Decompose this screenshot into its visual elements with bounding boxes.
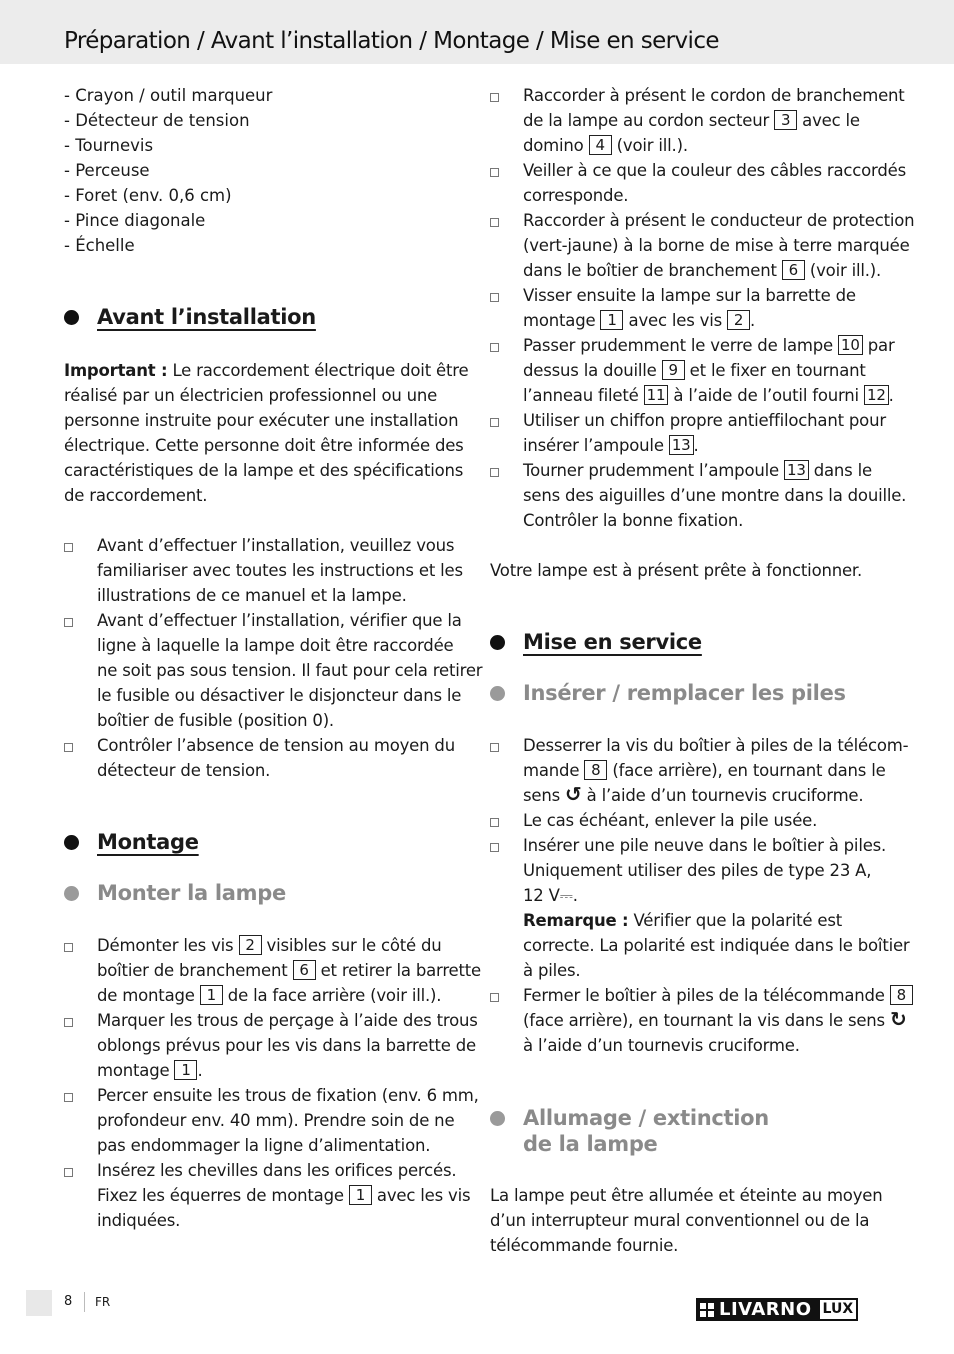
text-run: dessus la douille (523, 361, 662, 380)
list-item: - Détecteur de tension (64, 111, 250, 130)
bullet-line: Desserrer la vis du boîtier à piles de la télécom- (523, 736, 909, 755)
bullet-line: Uniquement utiliser des piles de type 23 A, (523, 861, 872, 880)
ref-number: 1 (200, 985, 223, 1005)
text-run: . (197, 1061, 203, 1080)
bullet-line: Veiller à ce que la couleur des câbles raccordés (523, 161, 906, 180)
bullet-line: boîtier de fusible (position 0). (97, 711, 334, 730)
ref-number: 8 (584, 760, 607, 780)
text-run: (face arrière), en tournant dans le (607, 761, 886, 780)
important-paragraph (64, 358, 468, 508)
text-run: . (750, 311, 756, 330)
ref-number: 1 (349, 1185, 372, 1205)
text-run: et le fixer en tournant (684, 361, 866, 380)
counterclockwise-arrow-icon: ↺ (565, 782, 582, 806)
text-run: l’anneau fileté (523, 386, 644, 405)
ref-number: 1 (174, 1060, 197, 1080)
bullet-line: sens des aiguilles d’une montre dans la douille. (523, 486, 907, 505)
subheading-piles (490, 680, 846, 706)
bullet-line: profondeur env. 40 mm). Prendre soin de ne (97, 1111, 455, 1130)
paragraph-line: personne instruite pour exécuter une installation (64, 411, 459, 430)
checkbox-square-icon (64, 543, 73, 552)
subheading-text: de la lampe (523, 1132, 658, 1156)
text-run: dans le (808, 461, 872, 480)
bullet-line: Insérez les chevilles dans les orifices percés. (97, 1161, 457, 1180)
text-run: de la lampe au cordon secteur (523, 111, 775, 130)
bullet-line: indiquées. (97, 1211, 181, 1230)
bullet-line: Raccorder à présent le conducteur de protection (523, 211, 915, 230)
checkbox-square-icon (490, 343, 499, 352)
text-run: mande (523, 761, 585, 780)
list-item: - Foret (env. 0,6 cm) (64, 186, 232, 205)
paragraph-line: caractéristiques de la lampe et des spécifications (64, 461, 464, 480)
bullet-line: (vert-jaune) à la borne de mise à terre marquée (523, 236, 910, 255)
text-run: Tourner prudemment l’ampoule (523, 461, 784, 480)
logo-mark-icon (700, 1303, 714, 1317)
checkbox-square-icon (490, 418, 499, 427)
text-run: à l’aide d’un tournevis cruciforme. (581, 786, 864, 805)
list-item: - Échelle (64, 236, 135, 255)
ref-number: 6 (782, 260, 805, 280)
ref-number: 1 (600, 310, 623, 330)
bullet-line: pas endommager la ligne d’alimentation. (97, 1136, 431, 1155)
bullet-line: à piles. (523, 961, 581, 980)
ready-text: Votre lampe est à présent prête à fonctionner. (490, 561, 863, 580)
text-run: dans le boîtier de branchement (523, 261, 782, 280)
bullet-line: Avant d’effectuer l’installation, vérifier que la (97, 611, 462, 630)
logo-sub-text: LUX (818, 1298, 859, 1321)
section-heading-avant (64, 305, 316, 329)
ref-number: 2 (239, 935, 262, 955)
bullet-dot-icon (64, 835, 79, 850)
text-run: (face arrière), en tournant la vis dans le sens (523, 1011, 890, 1030)
subheading-text: Allumage / extinction (523, 1106, 769, 1130)
bullet-line: correcte. La polarité est indiquée dans le boîtier (523, 936, 910, 955)
checkbox-square-icon (64, 618, 73, 627)
text-run: boîtier de branchement (97, 961, 293, 980)
text-run: (voir ill.). (804, 261, 882, 280)
paragraph-line: télécommande fournie. (490, 1236, 679, 1255)
checkbox-square-icon (64, 1018, 73, 1027)
text-run: et retirer la barrette (315, 961, 481, 980)
page-title: Préparation / Avant l’installation / Montage / Mise en service (64, 28, 719, 54)
bullet-line: ne soit pas sous tension. Il faut pour cela retirer (97, 661, 483, 680)
checkbox-square-icon (490, 743, 499, 752)
bullet-line: ligne à laquelle la lampe doit être raccordée (97, 636, 454, 655)
text-run: . (888, 386, 894, 405)
text-run: visibles sur le côté du (261, 936, 442, 955)
paragraph-line: d’un interrupteur mural conventionnel ou de la (490, 1211, 870, 1230)
text-run: avec les vis (623, 311, 728, 330)
logo-text: LIVARNO (719, 1299, 812, 1320)
text-run: 12 V (523, 886, 560, 905)
text-run: de la face arrière (voir ill.). (222, 986, 442, 1005)
ref-number: 2 (727, 310, 750, 330)
bullet-line: Contrôler la bonne fixation. (523, 511, 744, 530)
checkbox-square-icon (490, 93, 499, 102)
bullet-line: Le cas échéant, enlever la pile usée. (523, 811, 818, 830)
footer-marker (26, 1290, 52, 1316)
text-run: . (572, 886, 578, 905)
page-number: 8 (64, 1294, 73, 1309)
text-run: . (693, 436, 699, 455)
bullet-line: Avant d’effectuer l’installation, veuillez vous (97, 536, 455, 555)
ref-number: 8 (890, 985, 913, 1005)
paragraph-line: électrique. Cette personne doit être informée des (64, 436, 464, 455)
text-run: avec le (797, 111, 860, 130)
text-run: à l’aide de l’outil fourni (668, 386, 864, 405)
ref-number: 9 (662, 360, 685, 380)
text-run: Passer prudemment le verre de lampe (523, 336, 839, 355)
text-run: Vérifier que la polarité est (628, 911, 842, 930)
bullet-line: corresponde. (523, 186, 629, 205)
bullet-dot-icon (490, 635, 505, 650)
ref-number: 3 (774, 110, 797, 130)
ref-number: 13 (784, 460, 809, 480)
text-run: avec les vis (371, 1186, 471, 1205)
checkbox-square-icon (64, 943, 73, 952)
text-run: montage (97, 1061, 175, 1080)
bullet-line: Raccorder à présent le cordon de branchement (523, 86, 905, 105)
text-run: (voir ill.). (611, 136, 688, 155)
section-heading-montage (64, 830, 199, 854)
heading-text: Mise en service (523, 630, 702, 654)
list-item: - Crayon / outil marqueur (64, 86, 273, 105)
text-run: Démonter les vis (97, 936, 239, 955)
remark-label: Remarque : (523, 911, 629, 930)
bullet-dot-icon (64, 886, 79, 901)
section-heading-mise (490, 630, 702, 654)
text-run: par (862, 336, 895, 355)
text-run: sens (523, 786, 566, 805)
paragraph-line: de raccordement. (64, 486, 208, 505)
subheading-allumage (490, 1105, 769, 1157)
bullet-line: Contrôler l’absence de tension au moyen du (97, 736, 455, 755)
bullet-line: à l’aide d’un tournevis cruciforme. (523, 1036, 800, 1055)
checkbox-square-icon (490, 218, 499, 227)
checkbox-square-icon (64, 1168, 73, 1177)
ref-number: 11 (644, 385, 669, 405)
checkbox-square-icon (490, 293, 499, 302)
list-item: - Tournevis (64, 136, 154, 155)
heading-text: Montage (97, 830, 199, 854)
list-item: - Pince diagonale (64, 211, 206, 230)
allumage-paragraph (490, 1183, 882, 1258)
text-run: Fixez les équerres de montage (97, 1186, 349, 1205)
bullet-line: illustrations de ce manuel et la lampe. (97, 586, 407, 605)
ref-number: 12 (864, 385, 889, 405)
checkbox-square-icon (64, 1093, 73, 1102)
checkbox-square-icon (64, 743, 73, 752)
subheading-monter (64, 880, 286, 906)
bullet-line: oblongs prévus pour les vis dans la barrette de (97, 1036, 476, 1055)
checkbox-square-icon (490, 993, 499, 1002)
bullet-line: Insérer une pile neuve dans le boîtier à piles. (523, 836, 887, 855)
subheading-text: Insérer / remplacer les piles (523, 681, 846, 705)
text-run: insérer l’ampoule (523, 436, 669, 455)
bullet-line: Visser ensuite la lampe sur la barrette de (523, 286, 856, 305)
checkbox-square-icon (490, 168, 499, 177)
ref-number: 6 (293, 960, 316, 980)
text-run: Fermer le boîtier à piles de la télécommande (523, 986, 890, 1005)
paragraph-line: La lampe peut être allumée et éteinte au moyen (490, 1186, 883, 1205)
list-item: - Perceuse (64, 161, 150, 180)
bullet-line: familiariser avec toutes les instructions et les (97, 561, 463, 580)
dc-symbol-icon: ⎓ (559, 886, 573, 905)
ref-number: 10 (838, 335, 863, 355)
language-code: FR (95, 1295, 111, 1309)
checkbox-square-icon (490, 843, 499, 852)
bullet-dot-icon (490, 686, 505, 701)
bullet-line: Utiliser un chiffon propre antieffilochant pour (523, 411, 886, 430)
brand-logo (696, 1298, 858, 1321)
clockwise-arrow-icon: ↻ (890, 1007, 907, 1031)
text-run: domino (523, 136, 589, 155)
footer-divider (84, 1292, 85, 1312)
tools-list (64, 83, 464, 258)
ref-number: 4 (589, 135, 612, 155)
checkbox-square-icon (490, 818, 499, 827)
page-header (0, 0, 954, 64)
bullet-dot-icon (490, 1111, 505, 1126)
checkbox-square-icon (490, 468, 499, 477)
text-run: montage (523, 311, 601, 330)
bullet-line: détecteur de tension. (97, 761, 271, 780)
paragraph-line: réalisé par un électricien professionnel ou une (64, 386, 438, 405)
text-run: de montage (97, 986, 200, 1005)
paragraph-line: Le raccordement électrique doit être (167, 361, 469, 380)
heading-text: Avant l’installation (97, 305, 316, 329)
subheading-text: Monter la lampe (97, 881, 286, 905)
ref-number: 13 (669, 435, 694, 455)
bullet-line: Marquer les trous de perçage à l’aide des trous (97, 1011, 478, 1030)
important-label: Important : (64, 361, 168, 380)
bullet-line: le fusible ou désactiver le disjoncteur dans le (97, 686, 462, 705)
bullet-line: Percer ensuite les trous de fixation (env. 6 mm, (97, 1086, 479, 1105)
bullet-dot-icon (64, 310, 79, 325)
